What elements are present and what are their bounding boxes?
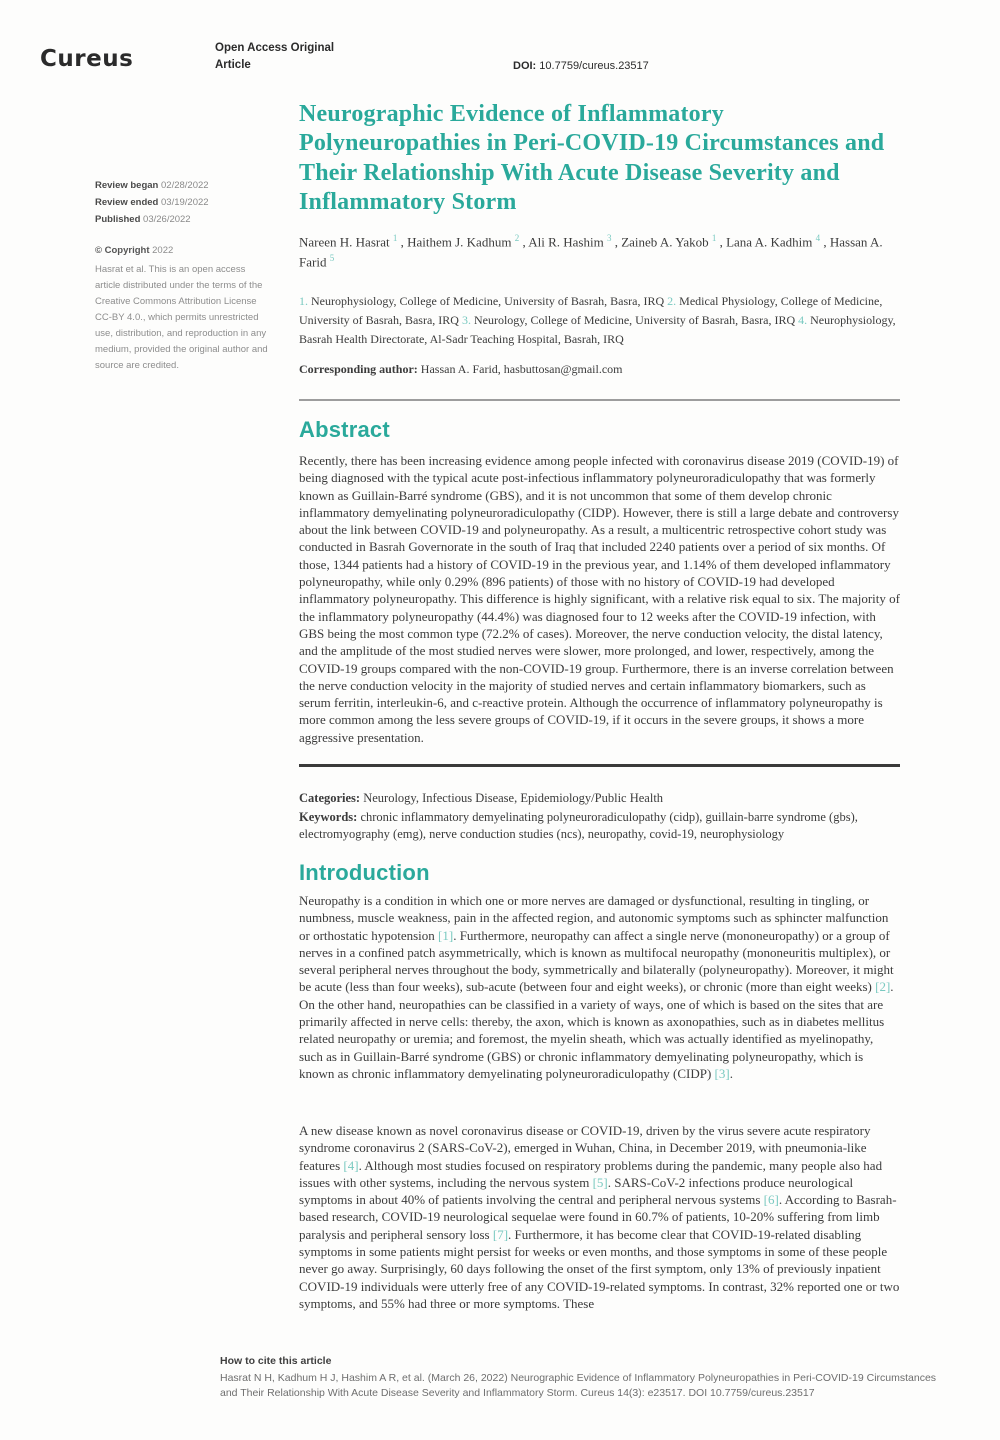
keywords-line [299,809,900,844]
citation-ref[interactable]: [3] [714,1065,730,1081]
citation-ref[interactable]: 1. [299,294,308,308]
citation-ref[interactable]: [5] [592,1174,608,1190]
affiliation-superscript: 4 [815,233,821,243]
affiliation-superscript: 1 [392,233,398,243]
categories-line [299,790,900,808]
introduction-heading: Introduction [299,860,430,885]
divider-double-rule [299,399,900,401]
review-began [95,180,273,191]
affiliations: 1. Neurophysiology, College of Medicine, University of Basrah, Basra, IRQ 2. Medical Physiology, College of Medicine, University of Basrah, Basra, IRQ 3. Neurology, College of Medicine, University of Basrah, Basra, IRQ 4. Neurophysiology, Basrah Health Directorate, Al-Sadr Teaching Hospital, Basrah, IRQ [299,294,896,347]
categories-label: Categories: [299,791,361,805]
doi-label: DOI: [513,60,537,72]
review-ended-date: 03/19/2022 [161,197,209,208]
introduction-paragraph-1: Neuropathy is a condition in which one or more nerves are damaged or dysfunctional, resulting in tingling, or numbness, muscle weakness, pain in the affected region, and autonomic symptoms such as sphincter malfunction or orthostatic hypotension [1]. Furthermore, neuropathy can affect a single nerve (mononeuropathy) or a group of nerves in a confined patch asymmetrically, which is known as multifocal neuropathy (mononeuritis multiplex), or several peripheral nerves throughout the body, symmetrically and bilaterally (polyneuropathy). Moreover, it might be acute (less than four weeks), sub-acute (between four and eight weeks), or chronic (more than eight weeks) [2]. On the other hand, neuropathies can be classified in a variety of ways, one of which is based on the sites that are primarily affected in nerve cells: thereby, the axon, which is known as axonopathies, such as in diabetes mellitus related neuropathy or uremia; and foremost, the myelin sheath, which was actually identified as myelinopathy, such as in Guillain-Barré syndrome (GBS) or chronic inflammatory demyelinating polyneuropathy, which is known as chronic inflammatory demyelinating polyneuroradiculopathy (CIDP) [3]. [299,893,894,1081]
copyright-block [95,243,273,374]
doi-line [513,60,649,72]
doi-value: 10.7759/cureus.23517 [539,60,649,72]
copyright-text: Hasrat et al. This is an open access article distributed under the terms of the Creative Commons Attribution License CC-BY 4.0., which permits unrestricted use, distribution, and reproduction in any medium, provided the original author and source are credited. [95,263,268,371]
corresponding-author [299,362,900,377]
citation-ref[interactable]: [7] [492,1226,509,1242]
citation-ref[interactable]: [1] [438,927,454,943]
published-date: 03/26/2022 [143,214,191,225]
authors-line: Nareen H. Hasrat $^1$ , Haithem J. Kadhum $^2$ , Ali R. Hashim $^3$ , Zaineb A. Yakob $^1$ , Lana A. Kadhim $^4$ , Hassan A. Farid $^5$ [299,233,883,270]
review-ended [95,197,273,208]
published [95,214,273,225]
abstract-body: Recently, there has been increasing evidence among people infected with coronavirus disease 2019 (COVID-19) of being diagnosed with the typical acute post-infectious inflammatory polyneuroradiculopathy that was formerly known as Guillain-Barré syndrome (GBS), and it is not uncommon that some of them develop chronic inflammatory demyelinating polyneuroradiculopathy (CIDP). However, there is still a large debate and controversy about the link between COVID-19 and polyneuropathy. As a result, a multicentric retrospective cohort study was conducted in Basrah Governorate in the south of Iraq that included 2240 patients over a period of six months. Of those, 1344 patients had a history of COVID-19 in the previous year, and 1.14% of them developed inflammatory polyneuropathy, while only 0.29% (896 patients) of those with no history of COVID-19 had developed inflammatory polyneuropathy. This difference is highly significant, with a relative risk equal to six. The majority of the inflammatory polyneuropathy (44.4%) was diagnosed four to 12 weeks after the COVID-19 infection, with GBS being the most common type (72.2% of cases). Moreover, the nerve conduction velocity, the distal latency, and the amplitude of the most studied nerves were slower, more prolonged, and lower, respectively, among the COVID-19 groups compared with the non-COVID-19 group. Furthermore, there is an inverse correlation between the nerve conduction velocity in the majority of studied nerves and certain inflammatory biomarkers, such as serum ferritin, interleukin-6, and c-reactive protein. Although the occurrence of inflammatory polyneuropathy is more common among the less severe groups of COVID-19, if it occurs in the severe groups, it shows a more aggressive presentation. [299,453,900,745]
corresponding-author-value: Hassan A. Farid, hasbuttosan@gmail.com [417,362,623,376]
divider-single-rule [299,764,900,767]
how-to-cite [220,1354,950,1402]
affiliation-superscript: 2 [514,233,520,243]
keywords-label: Keywords: [299,809,358,824]
article-type-label: Open Access Original Article [215,42,335,72]
citation-ref[interactable]: [2] [875,979,891,995]
review-ended-label: Review ended [95,197,159,208]
keywords-value: chronic inflammatory demyelinating polyneuroradiculopathy (cidp), guillain-barre syndrome (gbs), electromyography (emg), nerve conduction studies (ncs), neuropathy, covid-19, neurophysiology [299,809,858,841]
categories-keywords [299,790,900,845]
affiliation-superscript: 3 [606,233,612,243]
introduction-paragraph-2: A new disease known as novel coronavirus disease or COVID-19, driven by the virus severe acute respiratory syndrome coronavirus 2 (SARS-CoV-2), emerged in Wuhan, China, in December 2019, with pneumonia-like features [4]. Although most studies focused on respiratory problems during the pandemic, many people also had issues with other systems, including the nervous system [5]. SARS-CoV-2 infections produce neurological symptoms in about 40% of patients involving the central and peripheral nervous systems [6]. According to Basrah-based research, COVID-19 neurological sequelae were found in 60.7% of patients, 10-20% suffering from limb paralysis and peripheral sensory loss [7]. Furthermore, it has become clear that COVID-19-related disabling symptoms in some patients might persist for weeks or even months, and those symptoms in some of these people never go away. Surprisingly, 60 days following the onset of the first symptom, only 13% of previously inpatient COVID-19 individuals were utterly free of any COVID-19-related symptoms. In contrast, 32% reported one or two symptoms, and 55% had three or more symptoms. These [299,1123,900,1311]
citation-ref[interactable]: [4] [343,1157,359,1173]
how-to-cite-text: Hasrat N H, Kadhum H J, Hashim A R, et al. (March 26, 2022) Neurographic Evidence of Inflammatory Polyneuropathies in Peri-COVID-19 Circumstances and Their Relationship With Acute Disease Severity and Inflammatory Storm. Cureus 14(3): e23517. DOI 10.7759/cureus.23517 [220,1372,937,1400]
review-began-label: Review began [95,180,159,191]
page-title: Neurographic Evidence of Inflammatory Polyneuropathies in Peri-COVID-19 Circumstances and Their Relationship With Acute Disease Severity and Inflammatory Storm [299,101,885,215]
citation-ref[interactable]: [6] [763,1192,779,1208]
affiliation-superscript: 5 [329,253,335,264]
published-label: Published [95,214,141,225]
copyright-year: 2022 [152,245,174,256]
citation-ref[interactable]: 4. [798,313,808,328]
copyright-label: © Copyright [95,245,150,256]
citation-ref[interactable]: 2. [667,294,677,308]
categories-value: Neurology, Infectious Disease, Epidemiology/Public Health [360,791,664,805]
metadata-rail [95,180,273,374]
citation-ref[interactable]: 3. [461,313,471,328]
how-to-cite-heading: How to cite this article [220,1355,332,1367]
corresponding-author-label: Corresponding author: [299,362,418,376]
abstract-heading: Abstract [299,417,390,442]
copyright-heading [95,243,273,259]
cureus-logo: Cureus [40,46,134,72]
affiliation-superscript: 1 [711,233,717,243]
review-began-date: 02/28/2022 [161,180,209,191]
